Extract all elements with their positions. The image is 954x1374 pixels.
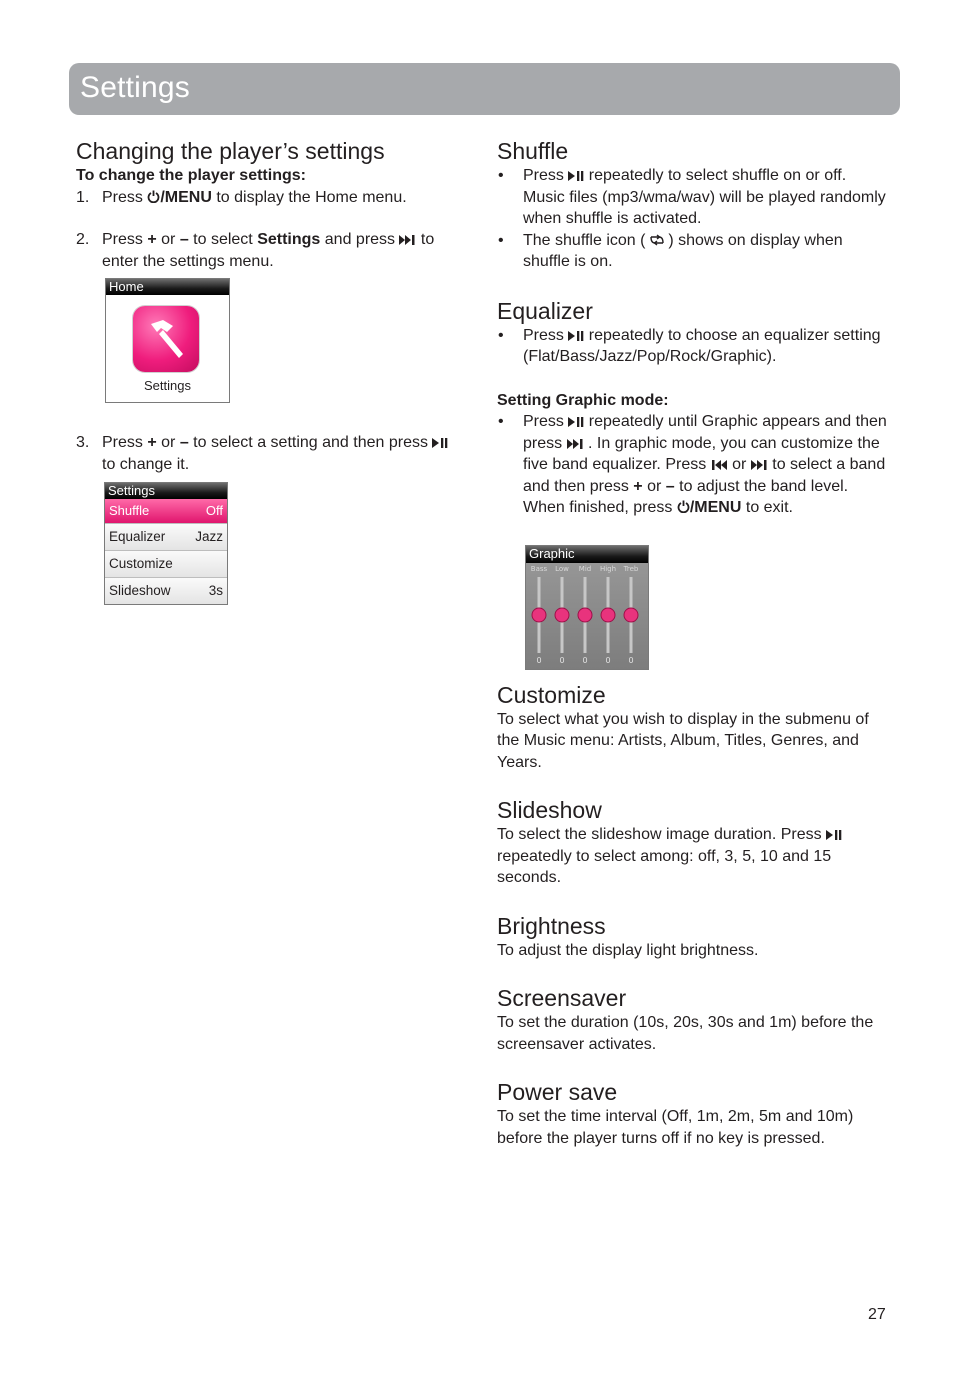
menu-key: /MENU — [689, 499, 742, 516]
settings-screen-illustration — [104, 482, 228, 605]
section-heading-screensaver: Screensaver — [497, 985, 627, 1011]
section-heading-brightness: Brightness — [497, 912, 606, 939]
step-text: Press — [102, 231, 148, 248]
text: Press — [523, 326, 569, 344]
shuffle-icon — [650, 234, 664, 246]
text: To select the slideshow image duration. Press — [497, 826, 827, 843]
settings-key: Settings — [257, 231, 321, 248]
graphic-bullets — [497, 411, 892, 519]
step-3 — [76, 432, 466, 475]
step-number: 1. — [76, 188, 90, 206]
section-heading-equalizer: Equalizer — [497, 297, 593, 324]
next-icon — [751, 460, 768, 470]
eq-band-value: 0 — [536, 656, 542, 665]
equalizer-bullets — [497, 325, 892, 368]
page-title: Settings — [80, 71, 190, 104]
text: to select a band and then press — [523, 456, 886, 495]
step-text: to select — [188, 231, 258, 248]
page-number: 27 — [868, 1306, 886, 1323]
shuffle-bullets — [497, 165, 892, 273]
power-icon — [147, 190, 160, 203]
row-label: Slideshow — [109, 583, 171, 598]
text: Press — [523, 413, 569, 430]
eq-sliders — [526, 563, 648, 669]
settings-tile — [133, 306, 199, 372]
list-item — [497, 230, 892, 273]
customize-text: To select what you wish to display in the submenu of the Music menu: Artists, Album, Titles, Genres, and Years. — [497, 710, 869, 771]
eq-slider-knob — [532, 608, 546, 622]
hammer-icon — [133, 306, 199, 372]
section-heading-power-save: Power save — [497, 1079, 618, 1105]
play-pause-icon — [432, 438, 448, 448]
list-item — [497, 325, 892, 368]
settings-row-shuffle — [105, 499, 227, 523]
eq-band-label: Mid — [578, 565, 592, 573]
step-2 — [76, 229, 466, 272]
section-heading-customize: Customize — [497, 681, 606, 708]
minus-key: – — [665, 477, 675, 495]
eq-slider-knob — [601, 608, 615, 622]
play-pause-icon — [568, 171, 584, 181]
home-item-label: Settings — [144, 378, 191, 393]
text: repeatedly to select shuffle on or off. Music files (mp3/wma/wav) will be played randomly when shuffle is activated. — [523, 167, 886, 227]
row-value: 3s — [208, 583, 223, 598]
row-label: Shuffle — [109, 503, 150, 518]
row-value: Off — [205, 503, 223, 518]
subheading-change-settings: To change the player settings: — [76, 167, 306, 184]
step-1 — [76, 187, 466, 209]
text: The shuffle icon ( — [523, 231, 650, 249]
step-text: or — [156, 434, 180, 451]
play-pause-icon — [568, 331, 584, 341]
text: ) shows on display when shuffle is on. — [523, 231, 843, 270]
title-bar — [69, 63, 900, 115]
power-icon — [677, 500, 690, 513]
section-heading-slideshow: Slideshow — [497, 797, 602, 823]
eq-band-label: Low — [555, 565, 569, 573]
text: to adjust the band level. When finished, press — [523, 477, 849, 516]
eq-band-value: 0 — [605, 656, 611, 665]
minus-key: – — [179, 434, 189, 451]
settings-row-equalizer — [105, 523, 227, 550]
step-text: to change it. — [102, 455, 190, 473]
section-heading-shuffle: Shuffle — [497, 138, 569, 164]
row-label: Equalizer — [109, 529, 166, 544]
power-save-text: To set the time interval (Off, 1m, 2m, 5m and 10m) before the player turns off if no key is pressed. — [497, 1108, 854, 1147]
text: repeatedly until Graphic appears and then press — [523, 413, 887, 452]
next-icon — [567, 439, 584, 449]
step-text: or — [156, 231, 180, 248]
minus-key: – — [179, 231, 189, 248]
text: repeatedly to choose an equalizer setting (Flat/Bass/Jazz/Pop/Rock/Graphic). — [523, 326, 881, 365]
text: or — [727, 456, 751, 473]
screen-header: Graphic — [526, 546, 648, 563]
row-label: Customize — [109, 556, 173, 571]
section-heading-changing-settings: Changing the player’s settings — [76, 138, 385, 164]
row-value: Jazz — [195, 529, 223, 544]
settings-row-customize — [105, 550, 227, 577]
text: repeatedly to select among: off, 3, 5, 10 and 15 seconds. — [497, 847, 832, 886]
eq-band-label: Treb — [623, 565, 639, 573]
eq-slider-knob — [624, 608, 638, 622]
step-text: to enter the settings menu. — [102, 231, 435, 270]
next-icon — [399, 235, 416, 245]
home-screen-illustration — [105, 278, 230, 403]
step-text: to select a setting and then press — [188, 434, 433, 451]
eq-band-value: 0 — [582, 656, 588, 665]
text: . In graphic mode, you can customize the five band equalizer. Press — [523, 434, 880, 473]
text: Press — [523, 167, 569, 184]
prev-icon — [711, 460, 728, 470]
step-text: and press — [320, 231, 400, 248]
eq-band-label: High — [599, 565, 617, 573]
brightness-text: To adjust the display light brightness. — [497, 941, 759, 959]
list-item — [497, 165, 892, 230]
step-text: Press — [102, 434, 148, 451]
list-item — [497, 411, 892, 519]
settings-row-slideshow — [105, 577, 227, 604]
eq-slider-knob — [555, 608, 569, 622]
step-text: Press — [102, 188, 148, 206]
graphic-eq-screen-illustration — [525, 545, 649, 670]
play-pause-icon — [826, 830, 842, 840]
slideshow-text — [497, 824, 892, 889]
step-text: to display the Home menu. — [211, 188, 407, 206]
eq-band-label: Bass — [530, 565, 548, 573]
plus-key: + — [147, 434, 157, 451]
plus-key: + — [633, 477, 643, 495]
step-number: 3. — [76, 434, 90, 451]
text: or — [642, 477, 666, 495]
screen-header: Settings — [105, 483, 227, 499]
play-pause-icon — [568, 417, 584, 427]
step-number: 2. — [76, 231, 90, 248]
menu-key: /MENU — [160, 188, 212, 206]
text: to exit. — [741, 499, 793, 516]
screen-header: Home — [106, 279, 229, 295]
subheading-graphic-mode: Setting Graphic mode: — [497, 391, 669, 409]
eq-band-value: 0 — [628, 656, 634, 665]
eq-slider-knob — [578, 608, 592, 622]
screensaver-text: To set the duration (10s, 20s, 30s and 1m) before the screensaver activates. — [497, 1014, 874, 1053]
eq-band-value: 0 — [559, 656, 565, 665]
plus-key: + — [147, 231, 157, 248]
